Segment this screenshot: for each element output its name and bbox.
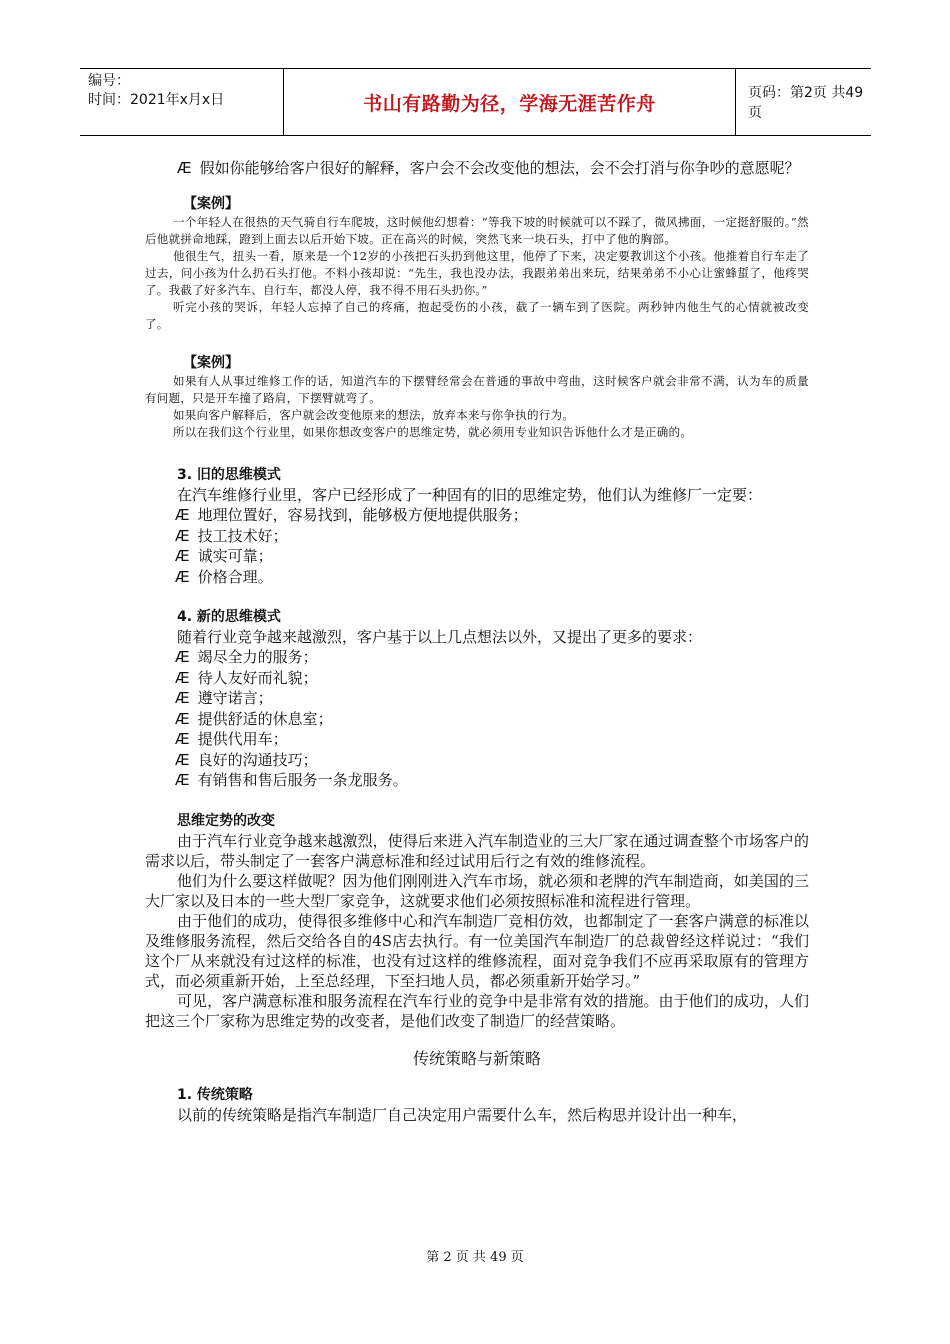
page-footer: 第 2 页 共 49 页	[426, 1250, 524, 1265]
list-item: Æ 良好的沟通技巧；	[175, 750, 318, 769]
list-item: Æ 诚实可靠；	[175, 547, 273, 565]
list-item: Æ 待人友好而礼貌；	[175, 668, 318, 687]
case1-title: 【案例】	[183, 196, 239, 212]
mindset-heading: 思维定势的改变	[177, 812, 275, 829]
header-motto: 书山有路勤为径，学海无涯苦作舟	[363, 92, 656, 115]
list-item: Æ 技工技术好；	[175, 526, 288, 545]
strategy-title: 传统策略与新策略	[412, 1048, 541, 1068]
section3-heading: 3. 旧的思维模式	[177, 467, 281, 483]
case2-paragraph: 所以在我们这个行业里，如果你想改变客户的思维定势，就必须用专业知识告诉他什么才是正确的。	[173, 425, 693, 439]
list-item: Æ 竭尽全力的服务；	[175, 648, 318, 666]
list-item: Æ 有销售和售后服务一条龙服务。	[175, 771, 408, 789]
strategy1-text: 以前的传统策略是指汽车制造厂自己决定用户需要什么车，然后构思并设计出一种车，	[177, 1105, 748, 1124]
case1-paragraph: 听完小孩的哭诉，年轻人忘掉了自己的疼痛，抱起受伤的小孩，截了一辆车到了医院。两秒钟内他生气的心情就被改变了。	[145, 300, 809, 331]
intro-question: Æ 假如你能够给客户很好的解释，客户会不会改变他的想法，会不会打消与你争吵的意愿呢？	[177, 159, 800, 177]
mindset-paragraph: 由于他们的成功，使得很多维修中心和汽车制造厂竞相仿效，也都制定了一套客户满意的标准以及维修服务流程，然后交给各自的4S店去执行。有一位美国汽车制造厂的总裁曾经这样说过：“我们这个厂从来就没有过这样的标准，也没有过这样的维修流程，面对竞争我们不应再采取原有的管理方式，而必须重新开始，上至总经理，下至扫地人员，都必须重新开始学习。”	[145, 911, 809, 990]
mindset-paragraph: 他们为什么要这样做呢？因为他们刚刚进入汽车市场，就必须和老牌的汽车制造商，如美国的三大厂家以及日本的一些大型厂家竞争，这就要求他们必须按照标准和流程进行管理。	[145, 871, 809, 910]
case2-paragraph: 如果有人从事过维修工作的话，知道汽车的下摆臂经常会在普通的事故中弯曲，这时候客户就会非常不满，认为车的质量有问题，只是开车撞了路肩，下摆臂就弯了。	[145, 374, 809, 405]
header-meta	[80, 69, 284, 135]
mindset-paragraph: 由于汽车行业竞争越来越激烈，使得后来进入汽车制造业的三大厂家在通过调查整个市场客户的需求以后，带头制定了一套客户满意标准和经过试用后行之有效的维修流程。	[145, 831, 809, 870]
header-motto-cell	[284, 69, 736, 135]
list-item: Æ 价格合理。	[175, 567, 273, 586]
case2-title: 【案例】	[183, 355, 239, 371]
case1-paragraph: 一个年轻人在很热的天气骑自行车爬坡，这时候他幻想着：“等我下坡的时候就可以不踩了，微风拂面，一定挺舒服的。”然后他就拼命地踩，蹬到上面去以后开始下坡。正在高兴的时候，突然飞来一块石头，打中了他的胸部。	[145, 215, 809, 246]
page-body	[145, 158, 809, 1125]
code-label: 编号：	[88, 73, 130, 89]
section4-intro: 随着行业竞争越来越激烈，客户基于以上几点想法以外，又提出了更多的要求：	[177, 628, 703, 646]
case2-paragraph: 如果向客户解释后，客户就会改变他原来的想法，放弃本来与你争执的行为。	[173, 408, 575, 422]
bullet-mark: Æ	[177, 159, 192, 177]
document-header	[80, 68, 871, 136]
strategy1-heading: 1. 传统策略	[177, 1086, 253, 1103]
date-label: 时间：2021年x月x日	[88, 92, 225, 108]
section3-intro: 在汽车维修行业里，客户已经形成了一种固有的旧的思维定势，他们认为维修厂一定要：	[177, 486, 763, 504]
list-item: Æ 提供舒适的休息室；	[175, 709, 333, 728]
list-item: Æ 遵守诺言；	[175, 689, 273, 707]
section4-heading: 4. 新的思维模式	[177, 609, 281, 625]
mindset-paragraph: 可见，客户满意标准和服务流程在汽车行业的竞争中是非常有效的措施。由于他们的成功，人们把这三个厂家称为思维定势的改变者，是他们改变了制造厂的经营策略。	[145, 991, 809, 1030]
list-item: Æ 地理位置好，容易找到，能够极方便地提供服务；	[175, 506, 528, 524]
case1-paragraph: 他很生气，扭头一看，原来是一个12岁的小孩把石头扔到他这里，他停了下来，决定要教训这个小孩。他推着自行车走了过去，问小孩为什么扔石头打他。不料小孩却说：“先生，我也没办法，我跟弟弟出来玩，结果弟弟不小心让蜜蜂蜇了，他疼哭了。我截了好多汽车、自行车，都没人停，我不得不用石头扔你。”	[145, 249, 809, 297]
header-page-info: 页码：第2页 共49页	[748, 85, 864, 121]
list-item: Æ 提供代用车；	[175, 730, 288, 748]
